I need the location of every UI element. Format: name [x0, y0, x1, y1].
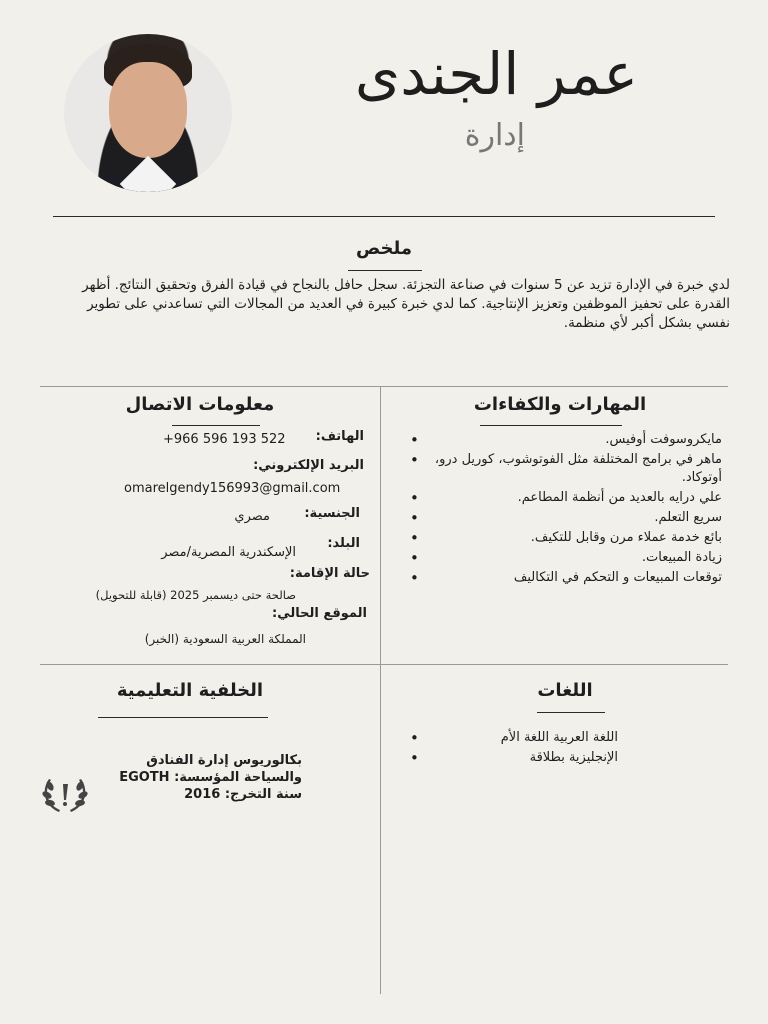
list-item: سريع التعلم. • [430, 509, 722, 527]
list-item: الإنجليزية بطلاقة • [430, 749, 618, 767]
list-item: زيادة المبيعات. • [430, 549, 722, 567]
email-label: البريد الإلكتروني: [253, 458, 364, 473]
location-value: المملكة العربية السعودية (الخبر) [144, 632, 306, 646]
education-details [119, 752, 302, 803]
grid-vertical-divider [380, 386, 381, 994]
phone-value: +966 596 193 522 [163, 432, 286, 447]
summary-heading: ملخص [355, 238, 413, 259]
skills-underline [480, 425, 622, 426]
education-underline [98, 717, 268, 718]
nationality-value: مصري [234, 509, 270, 524]
summary-text: لدي خبرة في الإدارة تزيد عن 5 سنوات في صناعة التجزئة. سجل حافل بالنجاح في قيادة الفرق وتحقيق النتائج. أظهر القدرة على تحفيز الموظفين وتعزيز الإنتاجية. كما لدي خبرة كبيرة في العديد من المجالات التي تساعدني على تطوير نفسي بشكل أكبر لأي منظمة. [82, 277, 730, 331]
residency-value: صالحة حتى ديسمبر 2025 (قابلة للتحويل) [95, 588, 296, 602]
country-label: البلد: [327, 536, 360, 551]
education-degree: بكالوريوس إدارة الفنادق [146, 753, 302, 768]
header-divider [53, 216, 715, 217]
list-item: ماهر في برامج المختلفة مثل الفوتوشوب، كوريل درو، أوتوكاد. • [430, 451, 722, 487]
grid-top-divider [40, 386, 728, 387]
languages-heading: اللغات [537, 680, 593, 701]
candidate-name: عمر الجندى [354, 40, 638, 108]
list-item: بائع خدمة عملاء مرن وقابل للتكيف. • [430, 529, 722, 547]
summary-underline [348, 270, 422, 271]
education-graduation-year: سنة التخرج: 2016 [184, 787, 302, 802]
list-item: اللغة العربية اللغة الأم • [430, 729, 618, 747]
list-item: مايكروسوفت أوفيس. • [430, 431, 722, 449]
location-label: الموقع الحالي: [272, 606, 367, 621]
contact-underline [172, 425, 260, 426]
email-value: omarelgendy156993@gmail.com [124, 481, 341, 496]
skills-heading: المهارات والكفاءات [473, 394, 647, 415]
grid-middle-divider [40, 664, 728, 665]
skills-list [430, 431, 722, 589]
profile-photo [64, 34, 232, 192]
nationality-label: الجنسية: [304, 506, 360, 521]
phone-label: الهاتف: [315, 429, 364, 444]
country-value: الإسكندرية المصرية/مصر [161, 545, 296, 560]
languages-list [430, 729, 618, 769]
languages-underline [537, 712, 605, 713]
list-item: علي درايه بالعديد من أنظمة المطاعم. • [430, 489, 722, 507]
contact-heading: معلومات الاتصال [125, 394, 275, 415]
list-item: توقعات المبيعات و التحكم في التكاليف • [430, 569, 722, 587]
education-heading: الخلفية التعليمية [116, 680, 264, 701]
education-institution: والسياحة المؤسسة: EGOTH [119, 770, 302, 785]
laurel-icon [42, 774, 88, 816]
residency-label: حالة الإقامة: [289, 566, 370, 581]
job-title: إدارة [464, 118, 525, 153]
